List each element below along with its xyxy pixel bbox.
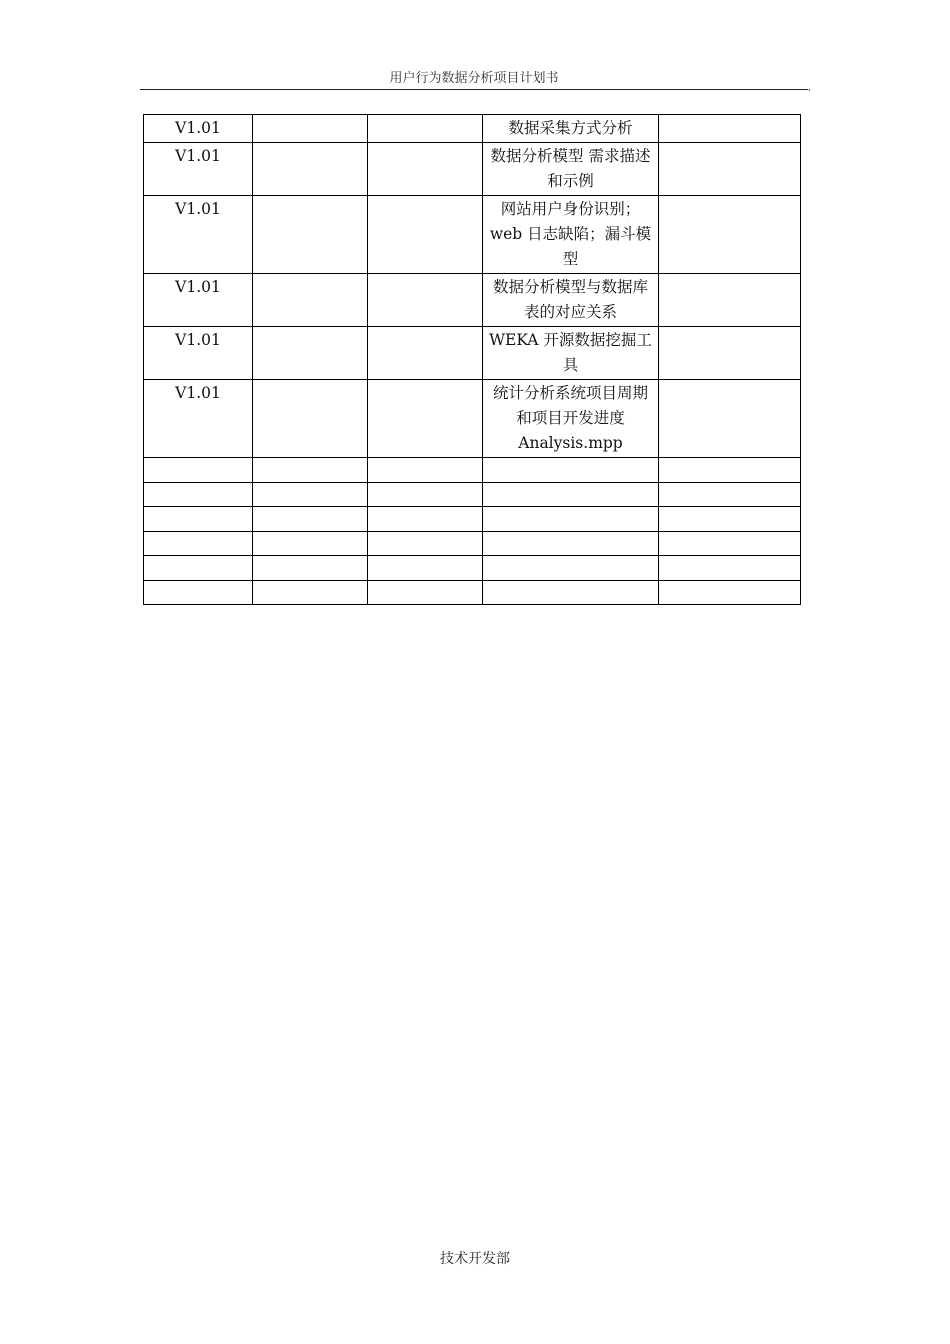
version-cell: V1.01: [144, 327, 253, 380]
table-cell: [253, 531, 368, 556]
table-cell: [483, 556, 659, 581]
table-cell: [253, 507, 368, 532]
table-cell: [368, 327, 483, 380]
table-cell: [144, 531, 253, 556]
table-cell: [659, 531, 801, 556]
table-cell: [659, 196, 801, 274]
table-cell: [368, 580, 483, 605]
table-row: [144, 380, 801, 458]
table-row: [144, 531, 801, 556]
table-cell: [483, 531, 659, 556]
table-cell: [144, 507, 253, 532]
table-cell: [483, 507, 659, 532]
table-row: [144, 327, 801, 380]
table-cell: [659, 482, 801, 507]
table-row: [144, 115, 801, 143]
table-cell: [144, 458, 253, 483]
table-cell: [368, 274, 483, 327]
table-cell: [253, 580, 368, 605]
table-cell: [253, 458, 368, 483]
table-cell: [253, 274, 368, 327]
version-cell: V1.01: [144, 274, 253, 327]
content-cell: 数据采集方式分析: [483, 115, 659, 143]
table-cell: [483, 482, 659, 507]
revision-table: [143, 114, 801, 605]
version-cell: V1.01: [144, 115, 253, 143]
table-cell: [659, 327, 801, 380]
table-row: [144, 196, 801, 274]
table-cell: [659, 507, 801, 532]
table-cell: [144, 580, 253, 605]
table-cell: [659, 556, 801, 581]
table-cell: [368, 380, 483, 458]
version-cell: V1.01: [144, 380, 253, 458]
page-footer: 技术开发部: [440, 1251, 510, 1267]
table-cell: [659, 143, 801, 196]
table-row: [144, 507, 801, 532]
table-cell: [659, 274, 801, 327]
table-cell: [144, 482, 253, 507]
header-mark: ,: [808, 83, 811, 93]
table-cell: [253, 556, 368, 581]
table-cell: [368, 196, 483, 274]
version-cell: V1.01: [144, 143, 253, 196]
table-cell: [253, 327, 368, 380]
table-cell: [368, 507, 483, 532]
table-cell: [253, 196, 368, 274]
table-cell: [253, 143, 368, 196]
table-row: [144, 556, 801, 581]
table-cell: [659, 380, 801, 458]
table-cell: [253, 115, 368, 143]
table-cell: [483, 580, 659, 605]
table-cell: [253, 482, 368, 507]
table-cell: [368, 482, 483, 507]
table-cell: [368, 531, 483, 556]
table-cell: [659, 580, 801, 605]
table-row: [144, 143, 801, 196]
table-cell: [659, 115, 801, 143]
table-cell: [368, 458, 483, 483]
content-cell: 数据分析模型 需求描述和示例: [483, 143, 659, 196]
table-row: [144, 274, 801, 327]
table-cell: [368, 556, 483, 581]
content-cell: 数据分析模型与数据库表的对应关系: [483, 274, 659, 327]
content-cell: WEKA 开源数据挖掘工具: [483, 327, 659, 380]
table-cell: [483, 458, 659, 483]
table-row: [144, 482, 801, 507]
table-row: [144, 458, 801, 483]
content-cell: 网站用户身份识别；web 日志缺陷；漏斗模型: [483, 196, 659, 274]
page-header: [140, 70, 811, 93]
table-cell: [659, 458, 801, 483]
document-title: 用户行为数据分析项目计划书: [389, 71, 559, 86]
table-cell: [253, 380, 368, 458]
table-cell: [368, 115, 483, 143]
table-cell: [368, 143, 483, 196]
table-row: [144, 580, 801, 605]
table-cell: [144, 556, 253, 581]
version-cell: V1.01: [144, 196, 253, 274]
content-cell: 统计分析系统项目周期和项目开发进度Analysis.mpp: [483, 380, 659, 458]
